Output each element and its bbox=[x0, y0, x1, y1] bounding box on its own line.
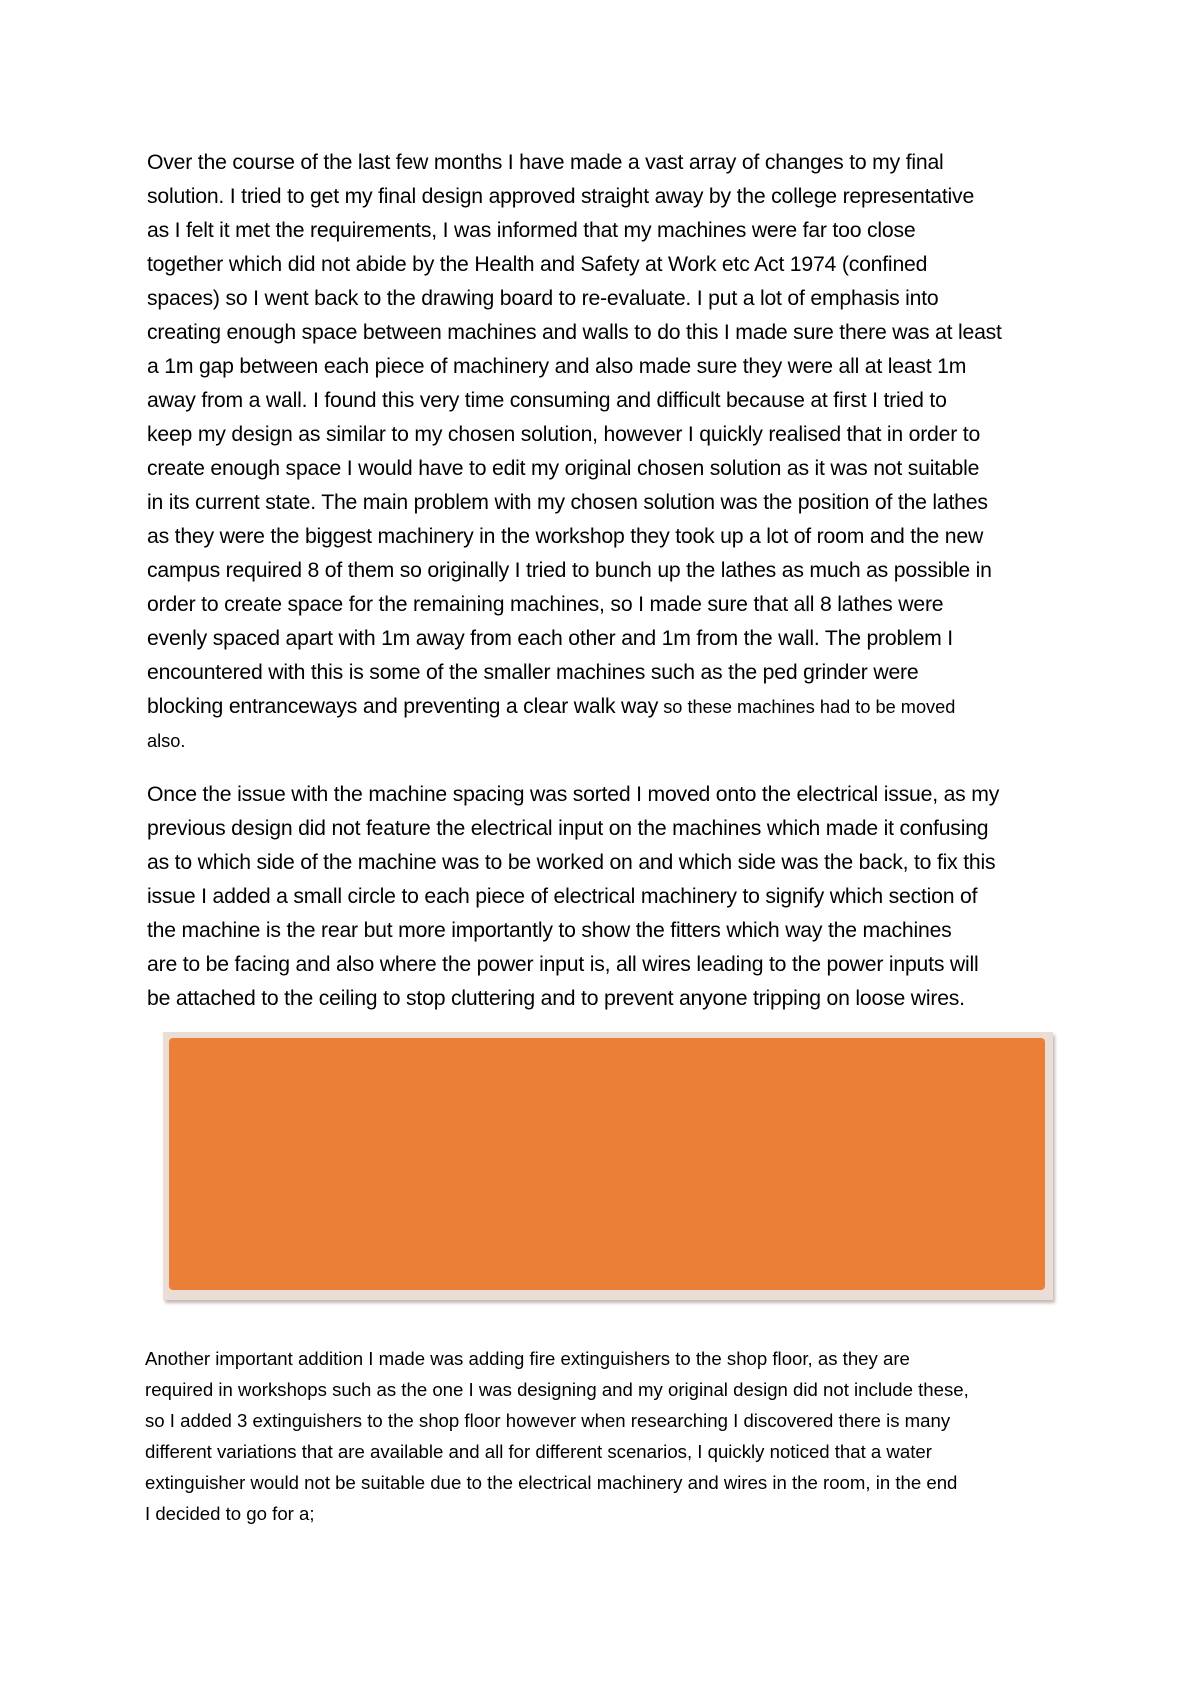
paragraph-fire-extinguishers: Another important addition I made was adding fire extinguishers to the shop floor, as they are required in workshops such as the one I was designing and my original design did not include these, so I added 3 extinguishers to the shop floor however when researching I discovered there is many different variations that are available and all for different scenarios, I quickly noticed that a water extinguisher would not be suitable due to the electrical machinery and wires in the room, in the end I decided to go for a; bbox=[145, 1348, 969, 1524]
paragraph-design-changes bbox=[147, 146, 1067, 758]
paragraph-electrical-issue: Once the issue with the machine spacing was sorted I moved onto the electrical issue, as my previous design did not feature the electrical input on the machines which made it confusing as to which side of the machine was to be worked on and which side was the back, to fix this issue I added a small circle to each piece of electrical machinery to signify which section of the machine is the rear but more importantly to show the fitters which way the machines are to be facing and also where the power input is, all wires leading to the power inputs will be attached to the ceiling to stop cluttering and to prevent anyone tripping on loose wires. bbox=[147, 783, 1000, 1010]
orange-text-box bbox=[163, 1032, 1053, 1300]
orange-text-box-fill bbox=[169, 1038, 1045, 1290]
paragraph-design-changes-main: Over the course of the last few months I have made a vast array of changes to my final solution. I tried to get my final design approved straight away by the college representative as I felt it met the requirements, I was informed that my machines were far too close together which did not abide by the Health and Safety at Work etc Act 1974 (confined spaces) so I went back to the drawing board to re-evaluate. I put a lot of emphasis into creating enough space between machines and walls to do this I made sure there was at least a 1m gap between each piece of machinery and also made sure they were all at least 1m away from a wall. I found this very time consuming and difficult because at first I tried to keep my design as similar to my chosen solution, however I quickly realised that in order to create enough space I would have to edit my original chosen solution as it was not suitable in its current state. The main problem with my chosen solution was the position of the lathes as they were the biggest machinery in the workshop they took up a lot of room and the new campus required 8 of them so originally I tried to bunch up the lathes as much as possible in order to create space for the remaining machines, so I made sure that all 8 lathes were evenly spaced apart with 1m away from each other and 1m from the wall. The problem I encountered with this is some of the smaller machines such as the ped grinder were blocking entranceways and preventing a clear walk way bbox=[147, 151, 1002, 718]
paragraph-design-changes-tail: so these machines had to be moved also. bbox=[147, 697, 956, 751]
